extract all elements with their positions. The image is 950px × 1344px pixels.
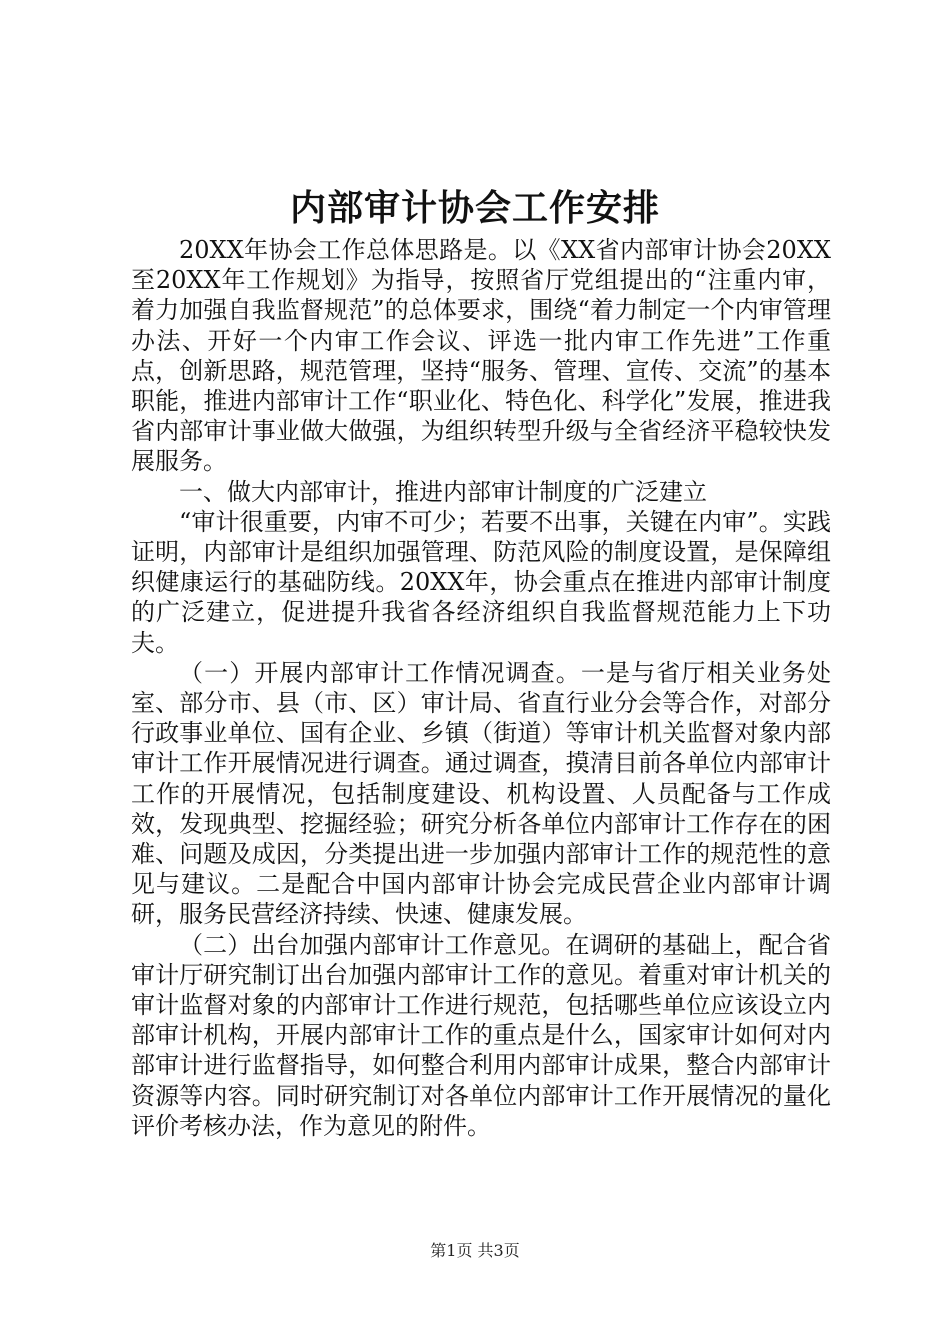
section-heading-1: 一、做大内部审计，推进内部审计制度的广泛建立 bbox=[179, 477, 707, 506]
paragraph-importance: “审计很重要，内审不可少；若要不出事，关键在内审”。实践证明，内部审计是组织加强管理、防范风险的制度设置，是保障组织健康运行的基础防线。20XX年，协会重点在推进内部审计制度的广泛建立，促进提升我省各经济组织自我监督规范能力上下功夫。 bbox=[131, 507, 831, 657]
page-number-footer: 第1页 共3页 bbox=[430, 1241, 520, 1260]
paragraph-overview: 20XX年协会工作总体思路是。以《XX省内部审计协会20XX至20XX年工作规划》为指导，按照省厅党组提出的“注重内审，着力加强自我监督规范”的总体要求，围绕“着力制定一个内审管理办法、开好一个内审工作会议、评选一批内审工作先进”工作重点，创新思路，规范管理，坚持“服务、管理、宣传、交流”的基本职能，推进内部审计工作“职业化、特色化、科学化”发展，推进我省内部审计事业做大做强，为组织转型升级与全省经济平稳较快发展服务。 bbox=[131, 236, 831, 476]
document-body bbox=[131, 235, 831, 1141]
document-title: 内部审计协会工作安排 bbox=[289, 187, 660, 229]
paragraph-item-1: （一）开展内部审计工作情况调查。一是与省厅相关业务处室、部分市、县（市、区）审计局、省直行业分会等合作，对部分行政事业单位、国有企业、乡镇（街道）等审计机关监督对象内部审计工作开展情况进行调查。通过调查，摸清目前各单位内部审计工作的开展情况，包括制度建设、机构设置、人员配备与工作成效，发现典型、挖掘经验；研究分析各单位内部审计工作存在的困难、问题及成因，分类提出进一步加强内部审计工作的规范性的意见与建议。二是配合中国内部审计协会完成民营企业内部审计调研，服务民营经济持续、快速、健康发展。 bbox=[131, 658, 831, 929]
paragraph-item-2: （二）出台加强内部审计工作意见。在调研的基础上，配合省审计厅研究制订出台加强内部审计工作的意见。着重对审计机关的审计监督对象的内部审计工作进行规范，包括哪些单位应该设立内部审计机构，开展内部审计工作的重点是什么，国家审计如何对内部审计进行监督指导，如何整合利用内部审计成果，整合内部审计资源等内容。同时研究制订对各单位内部审计工作开展情况的量化评价考核办法，作为意见的附件。 bbox=[131, 930, 831, 1140]
